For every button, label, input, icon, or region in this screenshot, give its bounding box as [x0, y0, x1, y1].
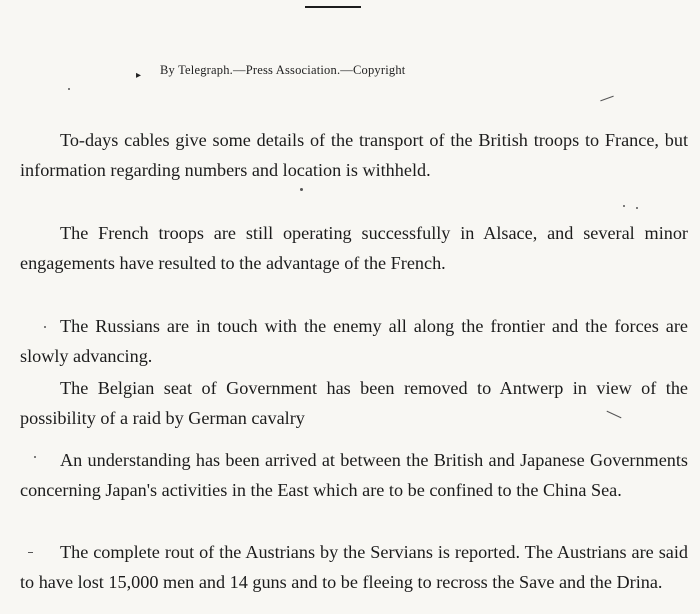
paragraph-4 — [20, 373, 688, 433]
paragraph-2-text: The French troops are still operating successfully in Alsace, and several minor engagements have resulted to the advantage of the French. — [20, 223, 688, 273]
top-rule — [305, 6, 361, 8]
print-speck — [600, 96, 613, 102]
paragraph-5-text: An understanding has been arrived at between the British and Japanese Governments concerning Japan's activities in the East which are to be confined to the China Sea. — [20, 450, 688, 500]
paragraph-3 — [20, 311, 688, 371]
print-speck — [68, 88, 70, 90]
paragraph-1-text: To-days cables give some details of the transport of the British troops to France, but information regarding numbers and location is withheld. — [20, 130, 688, 180]
paragraph-6 — [20, 537, 688, 597]
print-speck — [44, 326, 46, 328]
print-speck — [623, 205, 625, 207]
paragraph-3-text: The Russians are in touch with the enemy all along the frontier and the forces are slowly advancing. — [20, 316, 688, 366]
byline: By Telegraph.—Press Association.—Copyright — [160, 63, 406, 77]
paragraph-4-text: The Belgian seat of Government has been removed to Antwerp in view of the possibility of a raid by German cavalry — [20, 378, 688, 428]
print-speck — [34, 456, 36, 458]
print-speck — [300, 188, 303, 191]
paragraph-1 — [20, 125, 688, 185]
paragraph-2 — [20, 218, 688, 278]
paragraph-5 — [20, 445, 688, 505]
byline-mark: ▸ — [136, 70, 142, 81]
paragraph-6-text: The complete rout of the Austrians by the Servians is reported. The Austrians are said to have lost 15,000 men and 14 guns and to be fleeing to recross the Save and the Drina. — [20, 542, 688, 592]
print-speck — [28, 552, 33, 553]
print-speck — [636, 207, 638, 209]
